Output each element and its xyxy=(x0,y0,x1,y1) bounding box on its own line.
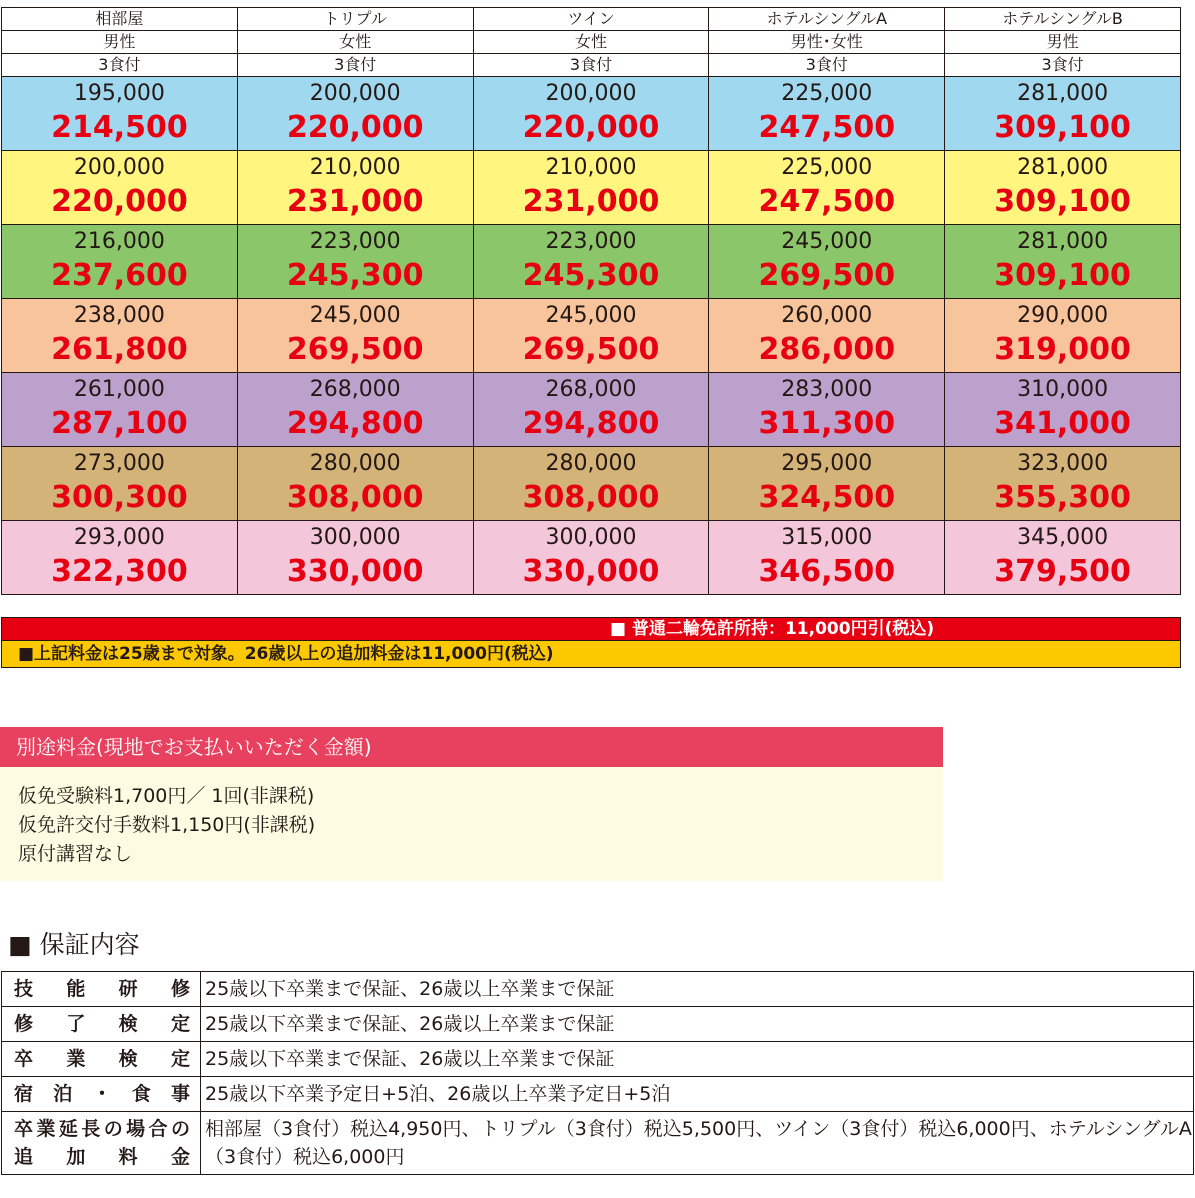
base-price: 283,000 xyxy=(781,376,873,402)
tax-included-price: 330,000 xyxy=(522,553,660,589)
age-note-bar xyxy=(1,641,1181,668)
extra-fees-list xyxy=(0,767,943,869)
price-cell xyxy=(709,151,945,225)
price-cell xyxy=(237,299,473,373)
price-cell xyxy=(709,521,945,595)
column-header-room: 相部屋 xyxy=(2,8,238,31)
warranty-table xyxy=(1,971,1194,1175)
warranty-title: ■ 保証内容 xyxy=(8,930,140,959)
tax-included-price: 286,000 xyxy=(758,331,896,367)
base-price: 261,000 xyxy=(73,376,165,402)
fee-line: 仮免受験料1,700円／ 1回(非課税) xyxy=(18,785,315,807)
price-cell xyxy=(945,225,1181,299)
tax-included-price: 247,500 xyxy=(758,183,896,219)
warranty-row xyxy=(2,1112,1194,1175)
tax-included-price: 330,000 xyxy=(286,553,424,589)
price-cell xyxy=(2,299,238,373)
price-cell xyxy=(473,373,709,447)
warranty-row xyxy=(2,972,1194,1007)
base-price: 200,000 xyxy=(73,154,165,180)
base-price: 260,000 xyxy=(781,302,873,328)
base-price: 293,000 xyxy=(73,524,165,550)
price-cell xyxy=(709,225,945,299)
tax-included-price: 341,000 xyxy=(994,405,1131,441)
base-price: 268,000 xyxy=(309,376,401,402)
base-price: 210,000 xyxy=(309,154,401,180)
price-cell xyxy=(709,77,945,151)
base-price: 290,000 xyxy=(1017,302,1109,328)
tax-included-price: 245,300 xyxy=(522,257,660,293)
price-cell xyxy=(945,77,1181,151)
base-price: 223,000 xyxy=(309,228,401,254)
tax-included-price: 308,000 xyxy=(286,479,424,515)
base-price: 281,000 xyxy=(1017,80,1109,106)
tax-included-price: 220,000 xyxy=(51,183,188,219)
warranty-row xyxy=(2,1077,1194,1112)
column-header-meals: 3食付 xyxy=(945,54,1181,77)
price-cell xyxy=(709,299,945,373)
base-price: 200,000 xyxy=(309,80,401,106)
base-price: 280,000 xyxy=(309,450,401,476)
price-cell xyxy=(473,299,709,373)
tax-included-price: 311,300 xyxy=(758,405,896,441)
price-bands xyxy=(2,77,1181,595)
tax-included-price: 300,300 xyxy=(51,479,188,515)
column-header-room: ホテルシングルA xyxy=(709,8,945,31)
warranty-value: 25歳以下卒業まで保証、26歳以上卒業まで保証 xyxy=(201,1042,1194,1077)
tax-included-price: 214,500 xyxy=(51,109,188,145)
base-price: 210,000 xyxy=(545,154,637,180)
column-header-gender: 男性･女性 xyxy=(709,31,945,54)
price-band-row xyxy=(2,151,1181,225)
price-cell xyxy=(473,225,709,299)
column-header-gender: 男性 xyxy=(945,31,1181,54)
column-header-meals: 3食付 xyxy=(2,54,238,77)
base-price: 281,000 xyxy=(1017,228,1109,254)
header-row-gender xyxy=(2,31,1181,54)
base-price: 195,000 xyxy=(73,80,165,106)
tax-included-price: 355,300 xyxy=(994,479,1131,515)
tax-included-price: 308,000 xyxy=(522,479,660,515)
header-row-meals xyxy=(2,54,1181,77)
base-price: 323,000 xyxy=(1017,450,1109,476)
column-header-meals: 3食付 xyxy=(473,54,709,77)
fee-line: 仮免許交付手数料1,150円(非課税) xyxy=(18,814,316,836)
tax-included-price: 309,100 xyxy=(994,257,1131,293)
tax-included-price: 231,000 xyxy=(522,183,660,219)
column-header-meals: 3食付 xyxy=(709,54,945,77)
price-cell xyxy=(709,447,945,521)
price-band-row xyxy=(2,299,1181,373)
price-band-row xyxy=(2,77,1181,151)
base-price: 216,000 xyxy=(73,228,165,254)
column-header-gender: 男性 xyxy=(2,31,238,54)
tax-included-price: 287,100 xyxy=(51,405,188,441)
price-cell xyxy=(237,521,473,595)
warranty-label: 卒業検定 xyxy=(2,1042,201,1077)
warranty-row xyxy=(2,1007,1194,1042)
base-price: 223,000 xyxy=(545,228,637,254)
price-cell xyxy=(2,151,238,225)
tax-included-price: 309,100 xyxy=(994,109,1131,145)
tax-included-price: 319,000 xyxy=(994,331,1131,367)
price-cell xyxy=(473,447,709,521)
base-price: 225,000 xyxy=(781,154,873,180)
tax-included-price: 245,300 xyxy=(286,257,424,293)
price-cell xyxy=(2,77,238,151)
price-cell xyxy=(2,447,238,521)
tax-included-price: 247,500 xyxy=(758,109,896,145)
price-table xyxy=(1,7,1181,595)
price-cell xyxy=(237,151,473,225)
base-price: 238,000 xyxy=(73,302,165,328)
base-price: 225,000 xyxy=(781,80,873,106)
tax-included-price: 269,500 xyxy=(758,257,896,293)
price-cell xyxy=(237,77,473,151)
base-price: 245,000 xyxy=(781,228,873,254)
price-cell xyxy=(473,151,709,225)
tax-included-price: 237,600 xyxy=(51,257,188,293)
warranty-value: 25歳以下卒業予定日+5泊、26歳以上卒業予定日+5泊 xyxy=(201,1077,1194,1112)
extra-fees-box xyxy=(0,727,943,881)
warranty-label: 修了検定 xyxy=(2,1007,201,1042)
price-cell xyxy=(945,299,1181,373)
price-cell xyxy=(945,521,1181,595)
column-header-room: トリプル xyxy=(237,8,473,31)
tax-included-price: 269,500 xyxy=(286,331,424,367)
discount-bar xyxy=(1,617,1181,641)
base-price: 315,000 xyxy=(781,524,873,550)
tax-included-price: 261,800 xyxy=(51,331,188,367)
column-header-gender: 女性 xyxy=(237,31,473,54)
price-band-row xyxy=(2,225,1181,299)
warranty-row xyxy=(2,1042,1194,1077)
base-price: 245,000 xyxy=(309,302,401,328)
column-header-room: ツイン xyxy=(473,8,709,31)
warranty-label: 宿泊・食事 xyxy=(2,1077,201,1112)
warranty-label: 技能研修 xyxy=(2,972,201,1007)
base-price: 300,000 xyxy=(309,524,401,550)
base-price: 280,000 xyxy=(545,450,637,476)
tax-included-price: 294,800 xyxy=(286,405,424,441)
tax-included-price: 220,000 xyxy=(522,109,660,145)
price-cell xyxy=(237,447,473,521)
base-price: 300,000 xyxy=(545,524,637,550)
tax-included-price: 309,100 xyxy=(994,183,1131,219)
warranty-value: 25歳以下卒業まで保証、26歳以上卒業まで保証 xyxy=(201,972,1194,1007)
tax-included-price: 324,500 xyxy=(758,479,896,515)
price-band-row xyxy=(2,373,1181,447)
tax-included-price: 294,800 xyxy=(522,405,660,441)
column-header-gender: 女性 xyxy=(473,31,709,54)
price-cell xyxy=(945,447,1181,521)
price-cell xyxy=(2,521,238,595)
base-price: 200,000 xyxy=(545,80,637,106)
price-cell xyxy=(237,225,473,299)
price-cell xyxy=(473,521,709,595)
extra-fees-title: 別途料金(現地でお支払いいただく金額) xyxy=(0,727,943,767)
price-cell xyxy=(945,151,1181,225)
price-band-row xyxy=(2,447,1181,521)
warranty-value: 25歳以下卒業まで保証、26歳以上卒業まで保証 xyxy=(201,1007,1194,1042)
base-price: 310,000 xyxy=(1017,376,1109,402)
base-price: 245,000 xyxy=(545,302,637,328)
price-cell xyxy=(473,77,709,151)
tax-included-price: 220,000 xyxy=(286,109,424,145)
fee-line: 原付講習なし xyxy=(18,843,133,865)
base-price: 273,000 xyxy=(73,450,165,476)
base-price: 295,000 xyxy=(781,450,873,476)
base-price: 345,000 xyxy=(1017,524,1109,550)
tax-included-price: 379,500 xyxy=(994,553,1131,589)
base-price: 281,000 xyxy=(1017,154,1109,180)
warranty-value: 相部屋（3食付）税込4,950円、トリプル（3食付）税込5,500円、ツイン（3食付）税込6,000円、ホテルシングルA（3食付）税込6,000円 xyxy=(201,1112,1194,1175)
tax-included-price: 269,500 xyxy=(522,331,660,367)
tax-included-price: 322,300 xyxy=(51,553,188,589)
tax-included-price: 231,000 xyxy=(286,183,424,219)
warranty-label: 卒業延長の場合の追加料金 xyxy=(2,1112,201,1175)
motorcycle-discount-note: ■ 普通二輪免許所持：11,000円引(税込) xyxy=(610,619,935,639)
price-cell xyxy=(2,225,238,299)
price-cell xyxy=(2,373,238,447)
age-note: ■上記料金は25歳まで対象。26歳以上の追加料金は11,000円(税込) xyxy=(18,644,554,664)
price-cell xyxy=(945,373,1181,447)
price-cell xyxy=(237,373,473,447)
column-header-room: ホテルシングルB xyxy=(945,8,1181,31)
price-band-row xyxy=(2,521,1181,595)
price-cell xyxy=(709,373,945,447)
column-header-meals: 3食付 xyxy=(237,54,473,77)
base-price: 268,000 xyxy=(545,376,637,402)
header-row-room xyxy=(2,8,1181,31)
tax-included-price: 346,500 xyxy=(758,553,896,589)
